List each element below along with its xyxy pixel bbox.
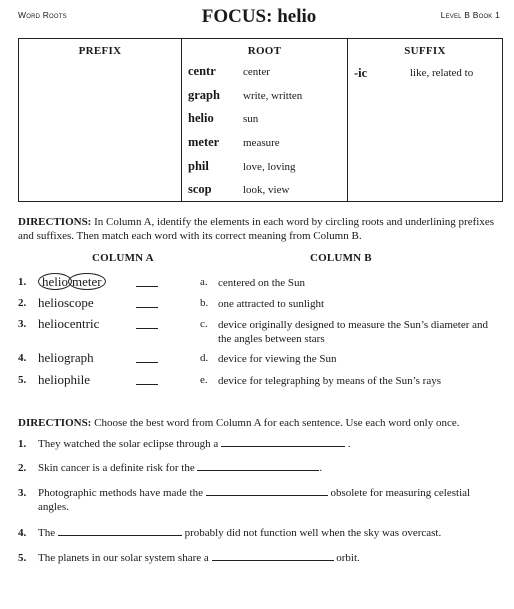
root-row: helio sun [188, 111, 259, 125]
word-parts-table [18, 38, 503, 202]
directions-matching: DIRECTIONS: In Column A, identify the elements in each word by circling roots and underlining prefixes and suffixes. Then match each word with its correct meaning from Column B. [18, 216, 494, 242]
suffix-meaning: like, related to [410, 67, 474, 79]
circled-word [38, 273, 106, 290]
root-row: scop look, view [188, 182, 290, 196]
answer-blank[interactable] [136, 307, 158, 308]
sentence-item: 2. Skin cancer is a definite risk for the . [18, 462, 323, 474]
root-row: phil love, loving [188, 159, 296, 173]
sentence-blank[interactable] [206, 486, 328, 496]
sentence-blank[interactable] [221, 437, 345, 447]
matching-item: 5. heliophile e. device for telegraphing by means of the Sun’s rays [18, 372, 441, 387]
prefix-header: PREFIX [78, 45, 122, 57]
root-row: graph write, written [188, 88, 303, 102]
page-header [18, 6, 500, 34]
page-title: FOCUS: helio [201, 6, 317, 27]
sentence-item: 1. They watched the solar eclipse through a . [18, 438, 351, 450]
directions-sentences: DIRECTIONS: Choose the best word from Column A for each sentence. Use each word only once. [18, 417, 460, 429]
suffix-column [347, 39, 502, 201]
prefix-column [19, 39, 181, 201]
matching-item: 4. heliograph d. device for viewing the Sun [18, 350, 337, 365]
sentence-item: 5. The planets in our solar system share a orbit. [18, 552, 360, 564]
root-row: meter measure [188, 135, 280, 149]
sentence-item: 3. Photographic methods have made the obsolete for measuring celestial angles. [18, 487, 471, 513]
answer-blank[interactable] [136, 328, 158, 329]
suffix-header: SUFFIX [404, 45, 446, 57]
suffix-item: -ic [354, 66, 368, 80]
column-b-header: COLUMN B [310, 252, 372, 264]
sentence-item: 4. The probably did not function well when the sky was overcast. [18, 527, 442, 539]
answer-blank[interactable] [136, 286, 158, 287]
circled-root: meter [68, 273, 106, 290]
sentence-blank[interactable] [212, 551, 334, 561]
series-label: Word Roots [18, 10, 67, 20]
matching-item: 1. helio meter a. centered on the Sun [18, 274, 306, 289]
answer-blank[interactable] [136, 362, 158, 363]
root-row: centr center [188, 64, 270, 78]
answer-blank[interactable] [136, 384, 158, 385]
column-a-header: COLUMN A [92, 252, 154, 264]
sentence-blank[interactable] [197, 461, 319, 471]
root-header: ROOT [247, 45, 282, 57]
root-column [181, 39, 347, 201]
circled-root: helio [38, 273, 72, 290]
sentence-blank[interactable] [58, 526, 182, 536]
matching-item: 3. heliocentric c. device originally designed to measure the Sun’s diameter and the angles between stars [18, 316, 489, 345]
level-label: Level B Book 1 [440, 10, 500, 20]
matching-item: 2. helioscope b. one attracted to sunlight [18, 295, 324, 310]
